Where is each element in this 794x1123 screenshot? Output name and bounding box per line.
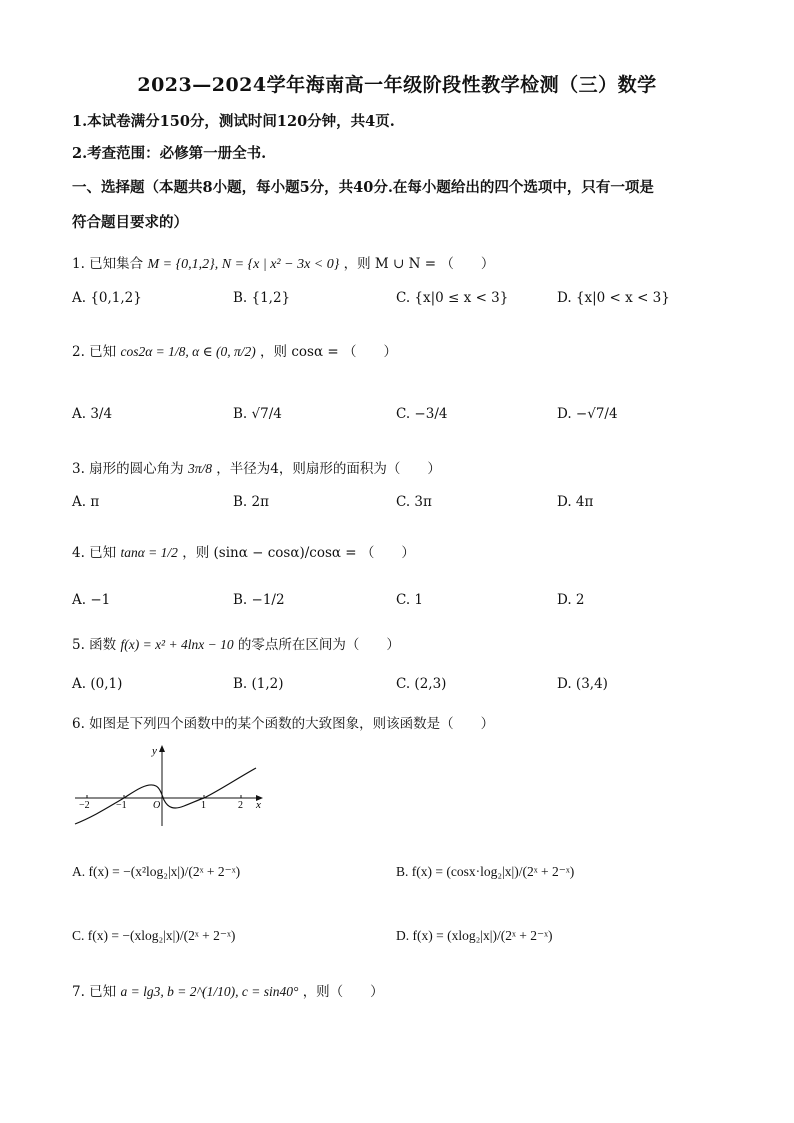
- question-2: [72, 340, 397, 360]
- question-7-stem: 7. 已知: [72, 984, 117, 1000]
- question-5-option-a: A. (0,1): [72, 676, 123, 692]
- question-6-option-c: C. f(x) = −(xlog₂|x|)/(2ˣ + 2⁻ˣ): [72, 928, 236, 943]
- question-5-stem: 5. 函数: [72, 637, 117, 653]
- question-3-option-c: C. 3π: [396, 494, 432, 510]
- question-4: [72, 541, 415, 561]
- question-3-option-b: B. 2π: [233, 494, 269, 510]
- question-4-tail: ，则 (sinα − cosα)/cosα = （ ）: [182, 545, 415, 561]
- question-2-option-c: C. −3/4: [396, 406, 448, 422]
- note-1: 1.本试卷满分150分，测试时间120分钟，共4页.: [72, 113, 395, 130]
- function-curve: [75, 768, 256, 824]
- question-6-stem: 6. 如图是下列四个函数中的某个函数的大致图象，则该函数是（ ）: [72, 716, 495, 732]
- y-axis-label: y: [152, 745, 157, 757]
- x-axis-label: x: [256, 799, 261, 811]
- question-1-option-a: A. {0,1,2}: [72, 290, 142, 306]
- question-6-option-a: A. f(x) = −(x²log₂|x|)/(2ˣ + 2⁻ˣ): [72, 864, 241, 879]
- question-3-option-d: D. 4π: [557, 494, 594, 510]
- question-2-option-d: D. −√7/4: [557, 406, 618, 422]
- section-heading: 一、选择题（本题共8小题，每小题5分，共40分.在每小题给出的四个选项中，只有一项是: [72, 179, 654, 196]
- question-2-tail: ，则 cosα = （ ）: [260, 344, 397, 360]
- question-1-stem: 1. 已知集合: [72, 256, 144, 272]
- y-axis-arrow: [159, 745, 165, 752]
- question-7: [72, 980, 384, 1000]
- question-1-option-d: D. {x|0 < x < 3}: [557, 290, 670, 306]
- question-6-option-d: D. f(x) = (xlog₂|x|)/(2ˣ + 2⁻ˣ): [396, 928, 553, 943]
- question-5-option-d: D. (3,4): [557, 676, 608, 692]
- page-title: 2023—2024学年海南高一年级阶段性教学检测（三）数学: [137, 74, 657, 96]
- question-3-stem: 3. 扇形的圆心角为: [72, 461, 184, 477]
- question-4-option-a: A. −1: [72, 592, 111, 608]
- question-2-math: cos2α = 1/8, α ∈ (0, π/2): [120, 344, 256, 359]
- question-1-math: M = {0,1,2}, N = {x | x² − 3x < 0}: [147, 257, 340, 272]
- question-5-option-b: B. (1,2): [233, 676, 284, 692]
- question-5-math: f(x) = x² + 4lnx − 10: [120, 637, 234, 652]
- question-4-option-d: D. 2: [557, 592, 585, 608]
- tick-label-2: 2: [238, 800, 243, 811]
- question-4-math: tanα = 1/2: [120, 545, 178, 560]
- question-1-option-c: C. {x|0 ≤ x < 3}: [396, 290, 509, 306]
- question-7-math: a = lg3, b = 2^(1/10), c = sin40°: [120, 984, 299, 999]
- question-3-tail: ，半径为4，则扇形的面积为（ ）: [216, 461, 441, 477]
- question-1-tail: ，则 M ∪ N = （ ）: [343, 256, 495, 272]
- question-5-option-c: C. (2,3): [396, 676, 447, 692]
- question-2-option-b: B. √7/4: [233, 406, 282, 422]
- function-graph: [70, 740, 270, 830]
- question-4-option-b: B. −1/2: [233, 592, 285, 608]
- question-4-stem: 4. 已知: [72, 545, 117, 561]
- question-6-option-b: B. f(x) = (cosx·log₂|x|)/(2ˣ + 2⁻ˣ): [396, 864, 575, 879]
- question-2-option-a: A. 3/4: [72, 406, 113, 422]
- question-3-option-a: A. π: [72, 494, 100, 510]
- question-1: [72, 252, 494, 273]
- question-4-option-c: C. 1: [396, 592, 424, 608]
- tick-label-neg1: −1: [116, 800, 127, 811]
- question-7-tail: ，则（ ）: [302, 984, 384, 1000]
- tick-label-1: 1: [201, 800, 206, 811]
- question-5-tail: 的零点所在区间为（ ）: [237, 637, 400, 653]
- question-3-math: 3π/8: [187, 461, 212, 476]
- origin-label: O: [153, 800, 161, 811]
- question-5: [72, 633, 400, 653]
- question-1-option-b: B. {1,2}: [233, 290, 291, 306]
- tick-label-neg2: −2: [79, 800, 90, 811]
- section-heading-cont: 符合题目要求的）: [72, 214, 188, 231]
- note-2: 2.考查范围：必修第一册全书.: [72, 145, 267, 162]
- question-3: [72, 457, 441, 477]
- question-2-stem: 2. 已知: [72, 344, 117, 360]
